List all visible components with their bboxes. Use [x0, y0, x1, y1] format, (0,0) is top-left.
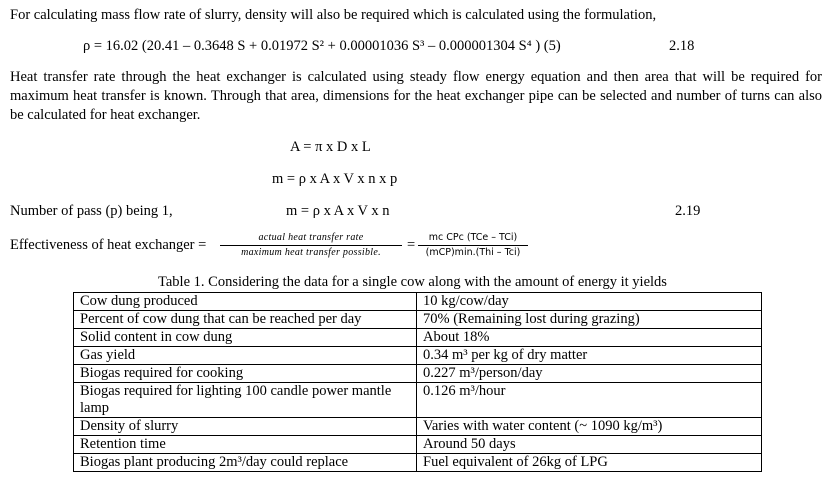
area-equation: A = π x D x L: [290, 139, 371, 155]
parameter-cell: Solid content in cow dung: [74, 329, 417, 347]
eff-fraction-2-numerator: mc CPc (TCe – TCi): [428, 232, 518, 243]
intro-text: For calculating mass flow rate of slurry, density will also be required which is calculated using the formulation,: [10, 7, 657, 23]
eff-fraction-2-denominator: (mCP)min.(Thi – Tci): [425, 247, 521, 258]
table-row: [74, 329, 762, 347]
mass-equation-2: m = ρ x A x V x n: [286, 203, 390, 219]
value-cell: 0.126 m³/hour: [417, 383, 762, 418]
mass-equation-number: 2.19: [675, 203, 701, 219]
fraction-bar: [220, 245, 402, 246]
parameter-cell: Gas yield: [74, 347, 417, 365]
value-cell: Fuel equivalent of 26kg of LPG: [417, 454, 762, 472]
table-row: [74, 293, 762, 311]
density-equation: ρ = 16.02 (20.41 – 0.3648 S + 0.01972 S² + 0.00001036 S³ – 0.000001304 S⁴ ) (5): [83, 38, 561, 54]
effectiveness-fraction-1: [220, 232, 402, 258]
value-cell: 70% (Remaining lost during grazing): [417, 311, 762, 329]
fraction-bar: [418, 245, 528, 246]
table-row: [74, 436, 762, 454]
eff-fraction-1-denominator: maximum heat transfer possible.: [241, 247, 381, 258]
table-row: [74, 347, 762, 365]
effectiveness-label: Effectiveness of heat exchanger =: [10, 237, 207, 253]
parameter-cell: Biogas required for lighting 100 candle power mantle lamp: [74, 383, 417, 418]
parameter-cell: Retention time: [74, 436, 417, 454]
value-cell: About 18%: [417, 329, 762, 347]
table-row: [74, 418, 762, 436]
table-row: [74, 311, 762, 329]
value-cell: 10 kg/cow/day: [417, 293, 762, 311]
parameter-cell: Percent of cow dung that can be reached per day: [74, 311, 417, 329]
table-row: [74, 365, 762, 383]
heat-transfer-paragraph: Heat transfer rate through the heat exchanger is calculated using steady flow energy equation and then area that will be required for maximum heat transfer is known. Through that area, dimensions for the heat exchanger pipe can be selected and number of turns can also be calculated for heat exchanger.: [10, 69, 822, 123]
cow-dung-data-table: [73, 292, 762, 472]
table-row: [74, 454, 762, 472]
effectiveness-fraction-2: [418, 232, 528, 258]
mass-equation: m = ρ x A x V x n x p: [272, 171, 398, 187]
parameter-cell: Biogas plant producing 2m³/day could replace: [74, 454, 417, 472]
parameter-cell: Density of slurry: [74, 418, 417, 436]
value-cell: Around 50 days: [417, 436, 762, 454]
density-equation-number: 2.18: [669, 38, 695, 54]
table-caption: Table 1. Considering the data for a single cow along with the amount of energy it yields: [158, 274, 667, 290]
eff-equals-sign: =: [407, 237, 416, 253]
eff-fraction-1-numerator: actual heat transfer rate: [258, 232, 364, 243]
passes-label: Number of pass (p) being 1,: [10, 203, 173, 219]
value-cell: 0.34 m³ per kg of dry matter: [417, 347, 762, 365]
table-row: [74, 383, 762, 418]
parameter-cell: Cow dung produced: [74, 293, 417, 311]
parameter-cell: Biogas required for cooking: [74, 365, 417, 383]
value-cell: 0.227 m³/person/day: [417, 365, 762, 383]
value-cell: Varies with water content (~ 1090 kg/m³): [417, 418, 762, 436]
